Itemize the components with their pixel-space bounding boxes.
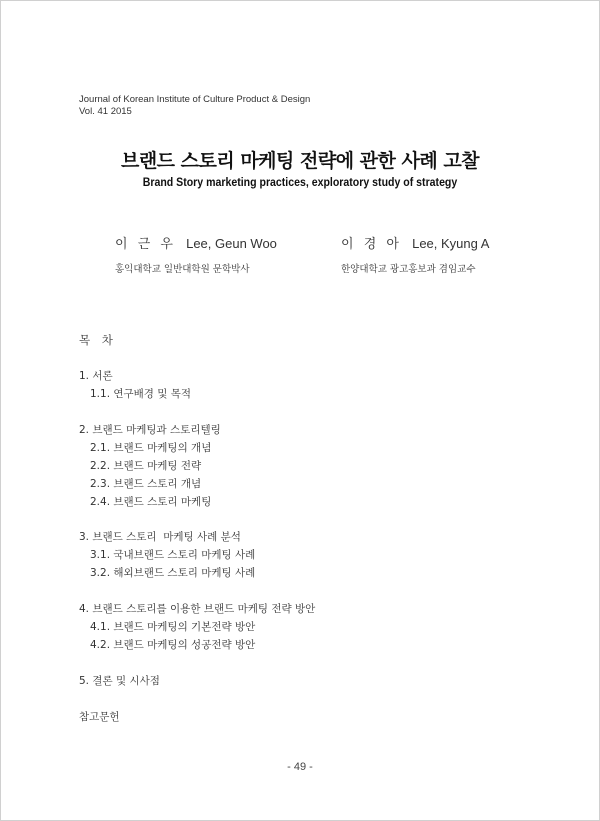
toc-subsection-2-2: 2.2. 브랜드 마케팅 전략 bbox=[90, 460, 202, 472]
author-2-affiliation: 한양대학교 광고홍보과 겸임교수 bbox=[341, 264, 476, 275]
toc-subsection-2-1: 2.1. 브랜드 마케팅의 개념 bbox=[90, 442, 212, 454]
toc-subsection-3-1: 3.1. 국내브랜드 스토리 마케팅 사례 bbox=[90, 549, 256, 561]
author-2-name-english: Lee, Kyung A bbox=[412, 236, 490, 251]
author-1-affiliation: 홍익대학교 일반대학원 문학박사 bbox=[115, 264, 250, 275]
journal-volume: Vol. 41 2015 bbox=[79, 106, 132, 117]
toc-heading: 목 차 bbox=[79, 333, 117, 347]
toc-section-3: 3. 브랜드 스토리 마케팅 사례 분석 bbox=[79, 531, 241, 543]
toc-section-2: 2. 브랜드 마케팅과 스토리텔링 bbox=[79, 424, 221, 436]
author-1 bbox=[115, 233, 277, 252]
author-2-name-korean: 이 경 아 bbox=[341, 237, 402, 252]
toc-subsection-4-1: 4.1. 브랜드 마케팅의 기본전략 방안 bbox=[90, 621, 256, 633]
author-1-name-english: Lee, Geun Woo bbox=[186, 236, 277, 251]
toc-subsection-3-2: 3.2. 해외브랜드 스토리 마케팅 사례 bbox=[90, 567, 256, 579]
toc-references: 참고문헌 bbox=[79, 711, 120, 723]
paper-title-korean: 브랜드 스토리 마케팅 전략에 관한 사례 고찰 bbox=[120, 150, 480, 172]
author-1-name-korean: 이 근 우 bbox=[115, 237, 176, 252]
page-number: - 49 - bbox=[287, 761, 313, 773]
paper-title-english: Brand Story marketing practices, exploratory study of strategy bbox=[142, 175, 458, 189]
journal-name: Journal of Korean Institute of Culture Product & Design bbox=[79, 94, 311, 105]
toc-subsection-4-2: 4.2. 브랜드 마케팅의 성공전략 방안 bbox=[90, 639, 256, 651]
toc-subsection-1-1: 1.1. 연구배경 및 목적 bbox=[90, 388, 192, 400]
toc-section-1: 1. 서론 bbox=[79, 370, 113, 382]
toc-subsection-2-3: 2.3. 브랜드 스토리 개념 bbox=[90, 478, 202, 490]
author-2 bbox=[341, 233, 489, 252]
toc-section-4: 4. 브랜드 스토리를 이용한 브랜드 마케팅 전략 방안 bbox=[79, 603, 316, 615]
toc-section-5: 5. 결론 및 시사점 bbox=[79, 675, 160, 687]
toc-subsection-2-4: 2.4. 브랜드 스토리 마케팅 bbox=[90, 496, 212, 508]
journal-info bbox=[79, 94, 310, 118]
